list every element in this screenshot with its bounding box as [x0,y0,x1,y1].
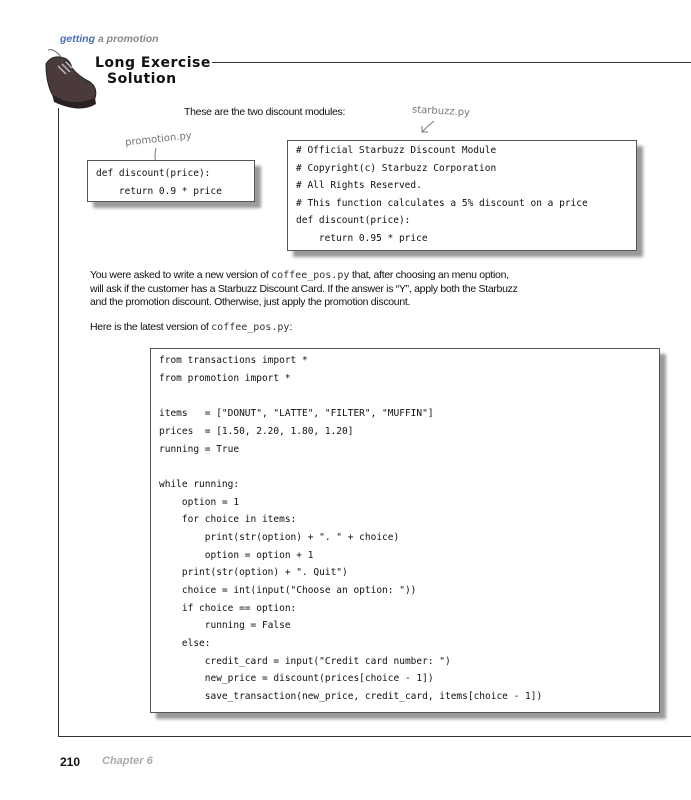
code-line: from promotion import * [159,373,291,384]
promotion-code-box [87,160,255,202]
code-line: running = False [159,620,291,631]
header-section-bold: getting [60,33,95,45]
code-line: print(str(option) + ". Quit") [159,567,348,578]
code-line: def discount(price): [296,215,411,226]
code-line: save_transaction(new_price, credit_card, items[choice - 1]) [159,691,543,702]
code-line: def discount(price): [96,168,211,179]
description-line1 [90,269,560,283]
latest-version-label: Here is the latest version of [90,321,212,333]
description-line3: and the promotion discount. Otherwise, just apply the promotion discount. [90,296,411,308]
latest-version-colon: : [289,321,293,333]
promotion-file-label: promotion.py [124,130,193,149]
code-line: else: [159,638,211,649]
page-number: 210 [60,755,81,769]
description-text: You were asked to write a new version of [90,269,272,281]
code-line: items = ["DONUT", "LATTE", "FILTER", "MUFFIN"] [159,408,434,419]
code-line: option = 1 [159,497,240,508]
code-line: if choice == option: [159,603,297,614]
running-shoe-icon [40,46,100,116]
code-line: # This function calculates a 5% discount on a price [296,198,588,209]
code-line: print(str(option) + ". " + choice) [159,532,400,543]
code-line: prices = [1.50, 2.20, 1.80, 1.20] [159,426,354,437]
starbuzz-code-box [287,140,637,251]
exercise-description [90,269,560,310]
inline-code: coffee_pos.py [211,322,290,333]
starbuzz-file-label: starbuzz.py [411,104,471,119]
code-line: # Copyright(c) Starbuzz Corporation [296,163,497,174]
code-line: running = True [159,444,240,455]
header-section-rest: a promotion [97,33,159,45]
code-line: new_price = discount(prices[choice - 1]) [159,673,434,684]
code-line: from transactions import * [159,355,308,366]
code-line: return 0.9 * price [96,186,222,197]
code-line: option = option + 1 [159,550,314,561]
code-line: credit_card = input("Credit card number: ") [159,656,451,667]
intro-text: These are the two discount modules: [184,106,346,118]
code-line: while running: [159,479,240,490]
frame-left-rule [58,108,59,736]
code-line: choice = int(input("Choose an option: ")) [159,585,417,596]
frame-bottom-rule [58,736,691,737]
coffee-pos-code-box [150,348,660,713]
running-header [60,33,159,45]
code-line: return 0.95 * price [296,233,428,244]
description-line2: will ask if the customer has a Starbuzz Discount Card. If the answer is “Y”, apply both the Starbuzz [90,282,518,295]
exercise-solution-banner [95,55,211,87]
code-line: # Official Starbuzz Discount Module [296,145,497,156]
banner-line2: Solution [107,71,177,87]
latest-version-text [90,321,292,333]
description-text: that, after choosing an menu option, [349,269,509,281]
banner-rule [212,62,691,63]
inline-code: coffee_pos.py [271,270,350,281]
code-line: for choice in items: [159,514,297,525]
code-line: # All Rights Reserved. [296,180,422,191]
banner-line1: Long Exercise [95,55,211,71]
chapter-label: Chapter 6 [102,755,153,767]
arrow-down-left-icon [418,118,438,136]
